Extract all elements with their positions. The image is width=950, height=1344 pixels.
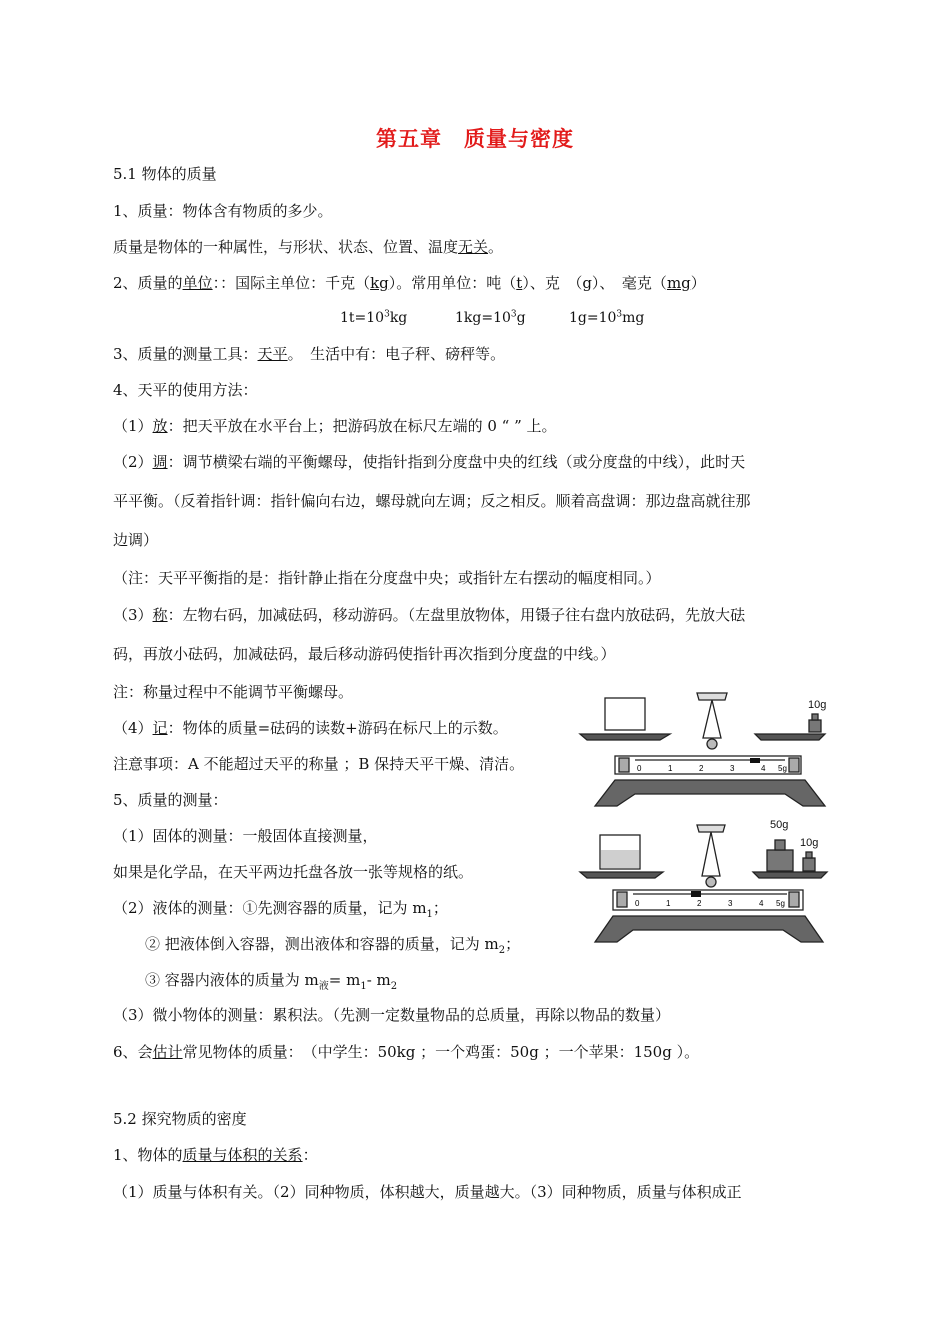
underlined-text: 估计 bbox=[152, 1043, 183, 1061]
paragraph-note-balanced: （注：天平平衡指的是：指针静止指在分度盘中央；或指针左右摆动的幅度相同。） bbox=[113, 569, 661, 587]
underlined-text: 调 bbox=[152, 453, 168, 471]
right-pan bbox=[753, 872, 827, 878]
pointer-dial bbox=[697, 693, 727, 700]
text: （2） bbox=[113, 453, 153, 471]
text: ； bbox=[432, 899, 448, 917]
weight-small-label: 10g bbox=[800, 837, 819, 849]
text: （1） bbox=[113, 417, 153, 435]
liquid bbox=[601, 850, 639, 868]
right-pan bbox=[755, 734, 825, 740]
paragraph-estimate bbox=[113, 1041, 699, 1063]
exponent: 3 bbox=[510, 309, 517, 320]
beam bbox=[613, 890, 803, 910]
scale-tick-3: 3 bbox=[728, 899, 733, 908]
pointer-icon bbox=[703, 700, 721, 738]
text: mg bbox=[622, 310, 645, 326]
rider bbox=[750, 758, 760, 763]
page-title: 第五章 质量与密度 bbox=[376, 127, 574, 151]
pointer-dial bbox=[697, 825, 725, 832]
text: 1t=10 bbox=[340, 310, 385, 326]
paragraph-balance-usage: 4、天平的使用方法： bbox=[113, 381, 258, 399]
left-pan bbox=[580, 872, 663, 878]
text: ： bbox=[302, 1146, 318, 1164]
weight-10g-icon bbox=[809, 720, 821, 732]
unit-conversion-t-kg bbox=[340, 307, 407, 329]
underlined-text: mg bbox=[666, 274, 691, 292]
text: ：把天平放在水平台上；把游码放在标尺左端的 0 “ ” 上。 bbox=[167, 417, 557, 435]
text: （2）液体的测量：①先测容器的质量，记为 m bbox=[113, 899, 427, 917]
paragraph-note-no-adjust: 注：称量过程中不能调节平衡螺母。 bbox=[113, 683, 354, 701]
pointer-icon bbox=[702, 832, 720, 876]
balance-figure-1 bbox=[575, 688, 835, 808]
subscript: 2 bbox=[498, 945, 506, 956]
text: ） bbox=[690, 274, 706, 292]
paragraph-step-weigh-cont: 码，再放小砝码，加减砝码，最后移动游码使指针再次指到分度盘的中线。） bbox=[113, 645, 616, 663]
paragraph-tools bbox=[113, 343, 505, 365]
text: 。 bbox=[488, 238, 504, 256]
paragraph-step-adjust-end: 边调） bbox=[113, 531, 159, 549]
text: ）、克 （g）、 毫克（ bbox=[522, 274, 667, 292]
scale-tick-5: 5g bbox=[776, 899, 785, 908]
text: 2、质量的 bbox=[113, 274, 183, 292]
exponent: 3 bbox=[616, 309, 623, 320]
text: ：：国际主单位：千克（ bbox=[212, 274, 371, 292]
scale-tick-2: 2 bbox=[697, 899, 702, 908]
paragraph-mass-property bbox=[113, 236, 503, 258]
underlined-text: t bbox=[516, 274, 523, 292]
paragraph-mass-volume-items: （1）质量与体积有关。（2）同种物质，体积越大，质量越大。（3）同种物质，质量与体积成正 bbox=[113, 1183, 742, 1201]
paragraph-precautions: 注意事项：A 不能超过天平的称量 ；B 保持天平干燥、清洁。 bbox=[113, 755, 525, 773]
paragraph-step-place bbox=[113, 415, 557, 437]
underlined-text: 称 bbox=[152, 606, 168, 624]
text: ）。常用单位：吨（ bbox=[388, 274, 517, 292]
text: ② 把液体倒入容器，测出液体和容器的质量，记为 m bbox=[145, 935, 499, 953]
unit-conversion-g-mg bbox=[569, 307, 644, 329]
text: 质量是物体的一种属性，与形状、状态、位置、温度 bbox=[113, 238, 459, 256]
scale-tick-4: 4 bbox=[761, 764, 766, 773]
unit-conversion-kg-g bbox=[455, 307, 526, 329]
underlined-text: 质量与体积的关系 bbox=[182, 1146, 303, 1164]
text: 1、物体的 bbox=[113, 1146, 183, 1164]
underlined-text: 记 bbox=[152, 719, 168, 737]
beaker-icon bbox=[605, 698, 645, 730]
paragraph-mass-definition: 1、质量：物体含有物质的多少。 bbox=[113, 202, 333, 220]
paragraph-step-record bbox=[113, 717, 508, 739]
subscript: 2 bbox=[390, 981, 398, 992]
scale-tick-4: 4 bbox=[759, 899, 764, 908]
underlined-text: 放 bbox=[152, 417, 168, 435]
text: = m bbox=[328, 971, 361, 989]
text: （4） bbox=[113, 719, 153, 737]
paragraph-step-adjust bbox=[113, 451, 745, 473]
text: 1kg=10 bbox=[455, 310, 511, 326]
base bbox=[595, 916, 823, 942]
text: 常见物体的质量： （中学生：50kg ；一个鸡蛋：50g ；一个苹果：150g ）。 bbox=[182, 1043, 700, 1061]
text: 3、质量的测量工具： bbox=[113, 345, 258, 363]
underlined-text: 无关 bbox=[458, 238, 489, 256]
subscript: 液 bbox=[318, 981, 329, 992]
paragraph-liquid-3 bbox=[145, 969, 397, 991]
beam bbox=[615, 756, 801, 774]
text: ：调节横梁右端的平衡螺母，使指针指到分度盘中央的红线（或分度盘的中线），此时天 bbox=[167, 453, 746, 471]
left-pan bbox=[580, 734, 670, 740]
scale-tick-0: 0 bbox=[637, 764, 642, 773]
rider bbox=[691, 891, 701, 897]
text: kg bbox=[389, 310, 408, 326]
text: 1g=10 bbox=[569, 310, 617, 326]
text: g bbox=[516, 310, 526, 326]
paragraph-step-weigh bbox=[113, 604, 745, 626]
text: ③ 容器内液体的质量为 m bbox=[145, 971, 319, 989]
scale-tick-3: 3 bbox=[730, 764, 735, 773]
paragraph-step-adjust-cont: 平平衡。（反着指针调：指针偏向右边，螺母就向左调；反之相反。顺着高盘调：那边盘高就往那 bbox=[113, 492, 751, 510]
text: （3） bbox=[113, 606, 153, 624]
text: 。 生活中有：电子秤、磅秤等。 bbox=[287, 345, 506, 363]
scale-tick-1: 1 bbox=[666, 899, 671, 908]
underlined-text: 单位 bbox=[182, 274, 213, 292]
scale-tick-5: 5g bbox=[778, 764, 787, 773]
paragraph-liquid-1 bbox=[113, 897, 448, 919]
paragraph-units bbox=[113, 272, 706, 294]
text: ； bbox=[505, 935, 521, 953]
paragraph-chemicals: 如果是化学品，在天平两边托盘各放一张等规格的纸。 bbox=[113, 863, 474, 881]
base bbox=[595, 780, 825, 806]
subscript: 1 bbox=[426, 909, 433, 920]
paragraph-solid: （1）固体的测量：一般固体直接测量， bbox=[113, 827, 378, 845]
scale-tick-0: 0 bbox=[635, 899, 640, 908]
underlined-text: kg bbox=[370, 274, 389, 292]
paragraph-mass-volume bbox=[113, 1144, 318, 1166]
scale-tick-1: 1 bbox=[668, 764, 673, 773]
section-heading-5-1: 5.1 物体的质量 bbox=[113, 165, 217, 183]
weight-big-label: 50g bbox=[770, 819, 789, 831]
section-heading-5-2: 5.2 探究物质的密度 bbox=[113, 1110, 247, 1128]
text: ：左物右码，加减砝码，移动游码。（左盘里放物体，用镊子往右盘内放砝码，先放大砝 bbox=[167, 606, 746, 624]
weight-label: 10g bbox=[808, 699, 827, 711]
text: 6、会 bbox=[113, 1043, 153, 1061]
weight-50g-icon bbox=[767, 850, 793, 871]
paragraph-tiny-objects: （3）微小物体的测量：累积法。（先测一定数量物品的总质量，再除以物品的数量） bbox=[113, 1006, 671, 1024]
paragraph-mass-measurement: 5、质量的测量： bbox=[113, 791, 228, 809]
balance-figure-2 bbox=[575, 810, 835, 945]
text: - m bbox=[366, 971, 391, 989]
exponent: 3 bbox=[384, 309, 390, 320]
paragraph-liquid-2 bbox=[145, 933, 520, 955]
scale-tick-2: 2 bbox=[699, 764, 704, 773]
text: ：物体的质量=砝码的读数+游码在标尺上的示数。 bbox=[167, 719, 508, 737]
weight-10g-icon bbox=[803, 858, 815, 871]
underlined-text: 天平 bbox=[257, 345, 288, 363]
subscript: 1 bbox=[360, 981, 367, 992]
